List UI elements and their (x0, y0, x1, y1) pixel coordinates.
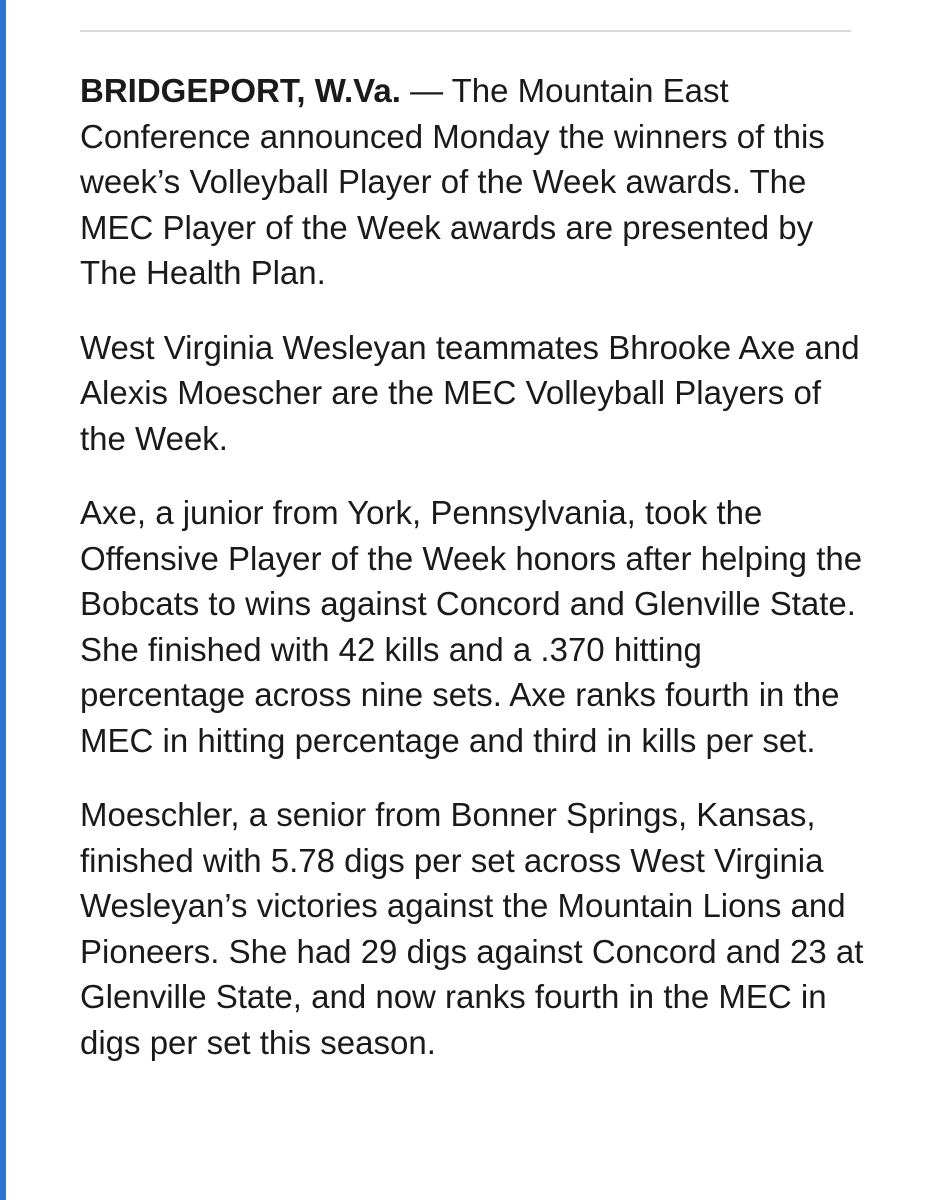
lead-text: — The Mountain East Conference announced Monday the winners of this week’s Volleyball Player of the Week awards. The MEC Player of the Week awards are presented by The Health Plan. (80, 72, 825, 291)
paragraph-players-of-week: West Virginia Wesleyan teammates Bhrooke Axe and Alexis Moescher are the MEC Volleyball Players of the Week. (80, 328, 860, 457)
left-accent-border (0, 0, 6, 1200)
dateline: BRIDGEPORT, W.Va. (80, 72, 401, 109)
paragraph-axe: Axe, a junior from York, Pennsylvania, took the Offensive Player of the Week honors after helping the Bobcats to wins against Concord and Glenville State. She finished with 42 kills and a .370 hitting percentage across nine sets. Axe ranks fourth in the MEC in hitting percentage and third in kills per set. (80, 494, 863, 759)
lead-paragraph (80, 68, 870, 296)
top-divider (80, 30, 851, 32)
article-body (80, 68, 870, 1094)
paragraph-moeschler: Moeschler, a senior from Bonner Springs, Kansas, finished with 5.78 digs per set across West Virginia Wesleyan’s victories against the Mountain Lions and Pioneers. She had 29 digs against Concord and 23 at Glenville State, and now ranks fourth in the MEC in digs per set this season. (80, 796, 864, 1061)
